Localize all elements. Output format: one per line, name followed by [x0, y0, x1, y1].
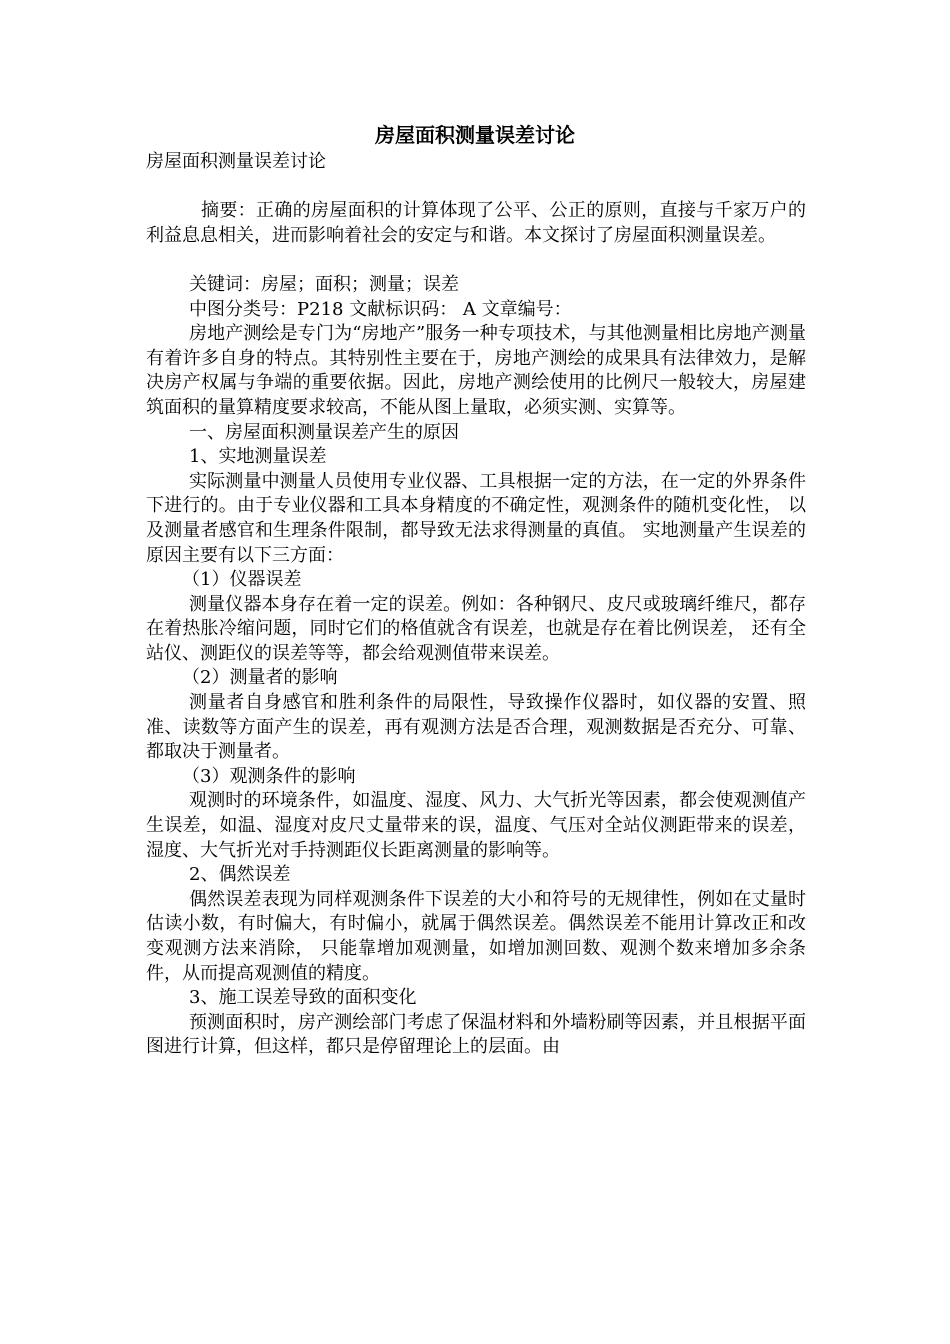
document-title: 房屋面积测量误差讨论: [375, 123, 575, 147]
observation-conditions-paragraph: 观测时的环境条件，如温度、湿度、风力、大气折光等因素，都会使观测值产生误差，如温、湿度对皮尺丈量带来的误，温度、气压对全站仪测距带来的误差，湿度、大气折光对手持测距仪长距离测量的影响等。: [146, 790, 806, 861]
document-body: [146, 150, 806, 1060]
subsection-heading-construction-error: 3、施工误差导致的面积变化: [189, 987, 417, 1009]
item-heading-surveyor-influence: （2）测量者的影响: [182, 667, 338, 689]
intro-paragraph: 房地产测绘是专门为“房地产”服务一种专项技术，与其他测量相比房地产测量有着许多自身的特点。其特别性主要在于，房地产测绘的成果具有法律效力，是解决房产权属与争端的重要依据。因此，房地产测绘使用的比例尺一般较大，房屋建筑面积的量算精度要求较高，不能从图上量取，必须实测、实算等。: [146, 323, 806, 418]
item-heading-instrument-error: （1）仪器误差: [182, 569, 302, 591]
document-subtitle: 房屋面积测量误差讨论: [146, 151, 326, 172]
random-error-paragraph: 偶然误差表现为同样观测条件下误差的大小和符号的无规律性，例如在丈量时估读小数，有时偏大，有时偏小，就属于偶然误差。偶然误差不能用计算改正和改变观测方法来消除， 只能靠增加观测量，如增加测回数、观测个数来增加多余条件，从而提高观测值的精度。: [146, 888, 806, 984]
construction-error-paragraph: 预测面积时，房产测绘部门考虑了保温材料和外墙粉刷等因素，并且根据平面图进行计算，但这样，都只是停留理论上的层面。由: [146, 1011, 806, 1058]
item-heading-observation-conditions: （3）观测条件的影响: [182, 765, 356, 787]
classification-line: 中图分类号：P218 文献标识码： A 文章编号：: [189, 298, 572, 320]
instrument-error-paragraph: 测量仪器本身存在着一定的误差。例如：各种钢尺、皮尺或玻璃纤维尺，都存在着热胀冷缩问题，同时它们的格值就含有误差，也就是存在着比例误差， 还有全站仪、测距仪的误差等等，都会给观测值带来误差。: [146, 593, 806, 664]
field-error-paragraph: 实际测量中测量人员使用专业仪器、工具根据一定的方法，在一定的外界条件下进行的。由于专业仪器和工具本身精度的不确定性，观测条件的随机变化性， 以及测量者感官和生理条件限制，都导致无法求得测量的真值。 实地测量产生误差的原因主要有以下三方面：: [146, 470, 806, 566]
subsection-heading-random-error: 2、偶然误差: [189, 864, 291, 886]
keywords-line: 关键词：房屋；面积；测量；误差: [189, 273, 459, 295]
surveyor-influence-paragraph: 测量者自身感官和胜利条件的局限性，导致操作仪器时，如仪器的安置、照准、读数等方面产生的误差，再有观测方法是否合理，观测数据是否充分、可靠、都取决于测量者。: [146, 692, 806, 763]
abstract-paragraph: 摘要：正确的房屋面积的计算体现了公平、公正的原则，直接与千家万户的利益息息相关，进而影响着社会的安定与和谐。本文探讨了房屋面积测量误差。: [146, 200, 806, 246]
subsection-heading-field-error: 1、实地测量误差: [189, 446, 327, 468]
section-heading-causes: 一、房屋面积测量误差产生的原因: [189, 421, 459, 443]
